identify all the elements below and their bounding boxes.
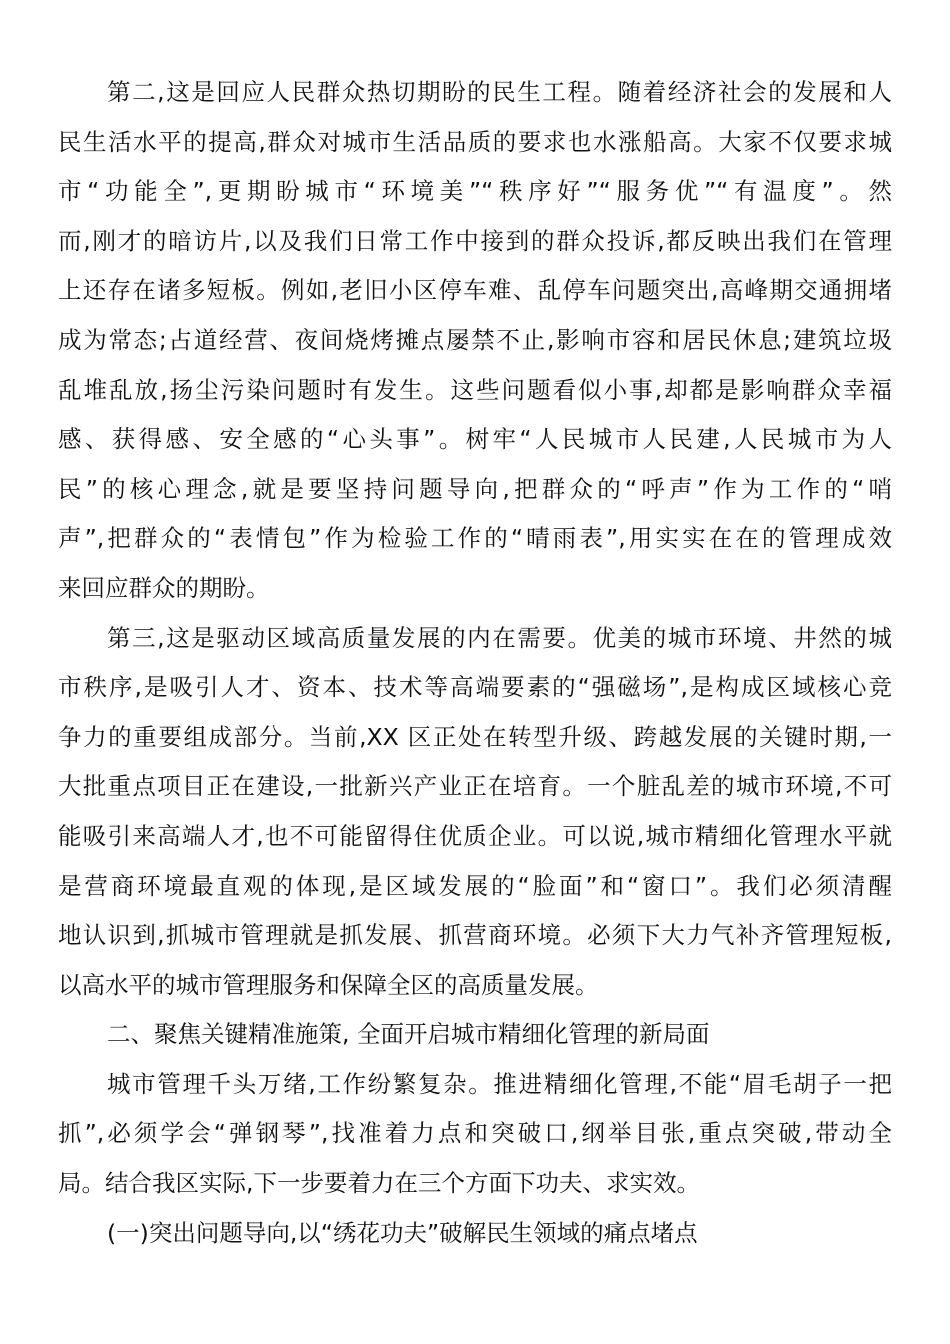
text-line: 乱堆乱放,扬尘污染问题时有发生。这些问题看似小事,却都是影响群众幸福 [58, 375, 892, 404]
text-line: 抓”,必须学会“弹钢琴”,找准着力点和突破口,纲举目张,重点突破,带动全 [58, 1119, 892, 1148]
subheading-text: (一)突出问题导向,以“绣花功夫”破解民生领域的痛点堵点 [107, 1218, 698, 1247]
text-line: 第三,这是驱动区域高质量发展的内在需要。优美的城市环境、井然的城 [107, 623, 892, 652]
text-line: 以高水平的城市管理服务和保障全区的高质量发展。 [58, 970, 599, 999]
text-line: 是营商环境最直观的体现,是区域发展的“脸面”和“窗口”。我们必须清醒 [58, 871, 892, 900]
text-line: 市“功能全”,更期盼城市“环境美”“秩序好”“服务优”“有温度”。然 [58, 177, 892, 206]
document-page [58, 68, 892, 1258]
text-line: 局。结合我区实际,下一步要着力在三个方面下功夫、求实效。 [58, 1169, 700, 1198]
text-line: 上还存在诸多短板。例如,老旧小区停车难、乱停车问题突出,高峰期交通拥堵 [58, 276, 892, 305]
text-line: 感、获得感、安全感的“心头事”。树牢“人民城市人民建,人民城市为人 [58, 425, 892, 454]
text-line: 城市管理千头万绪,工作纷繁复杂。推进精细化管理,不能“眉毛胡子一把 [107, 1069, 892, 1098]
text-line: 地认识到,抓城市管理就是抓发展、抓营商环境。必须下大力气补齐管理短板, [58, 921, 892, 950]
text-line: 市秩序,是吸引人才、资本、技术等高端要素的“强磁场”,是构成区域核心竞 [58, 673, 892, 702]
text-line: 成为常态;占道经营、夜间烧烤摊点屡禁不止,影响市容和居民休息;建筑垃圾 [58, 325, 892, 354]
text-line: 而,刚才的暗访片,以及我们日常工作中接到的群众投诉,都反映出我们在管理 [58, 226, 892, 255]
text-line: 来回应群众的期盼。 [58, 573, 270, 602]
text-line: 声”,把群众的“表情包”作为检验工作的“晴雨表”,用实实在在的管理成效 [58, 524, 892, 553]
text-line: 民生活水平的提高,群众对城市生活品质的要求也水涨船高。大家不仅要求城 [58, 127, 892, 156]
text-line: 民”的核心理念,就是要坚持问题导向,把群众的“呼声”作为工作的“哨 [58, 474, 892, 503]
paragraph-livelihood-project [58, 68, 892, 614]
subsection-heading [58, 1209, 892, 1259]
text-line: 大批重点项目正在建设,一批新兴产业正在培育。一个脏乱差的城市环境,不可 [58, 772, 892, 801]
heading-text: 二、聚焦关键精准施策, 全面开启城市精细化管理的新局面 [107, 1020, 710, 1049]
paragraph-city-management-intro [58, 1060, 892, 1209]
text-line: 第二,这是回应人民群众热切期盼的民生工程。随着经济社会的发展和人 [107, 78, 892, 106]
section-heading [58, 1010, 892, 1060]
text-line: 争力的重要组成部分。当前,XX 区正处在转型升级、跨越发展的关键时期,一 [58, 722, 892, 751]
text-line: 能吸引来高端人才,也不可能留得住优质企业。可以说,城市精细化管理水平就 [58, 821, 892, 850]
paragraph-high-quality-development [58, 614, 892, 1011]
